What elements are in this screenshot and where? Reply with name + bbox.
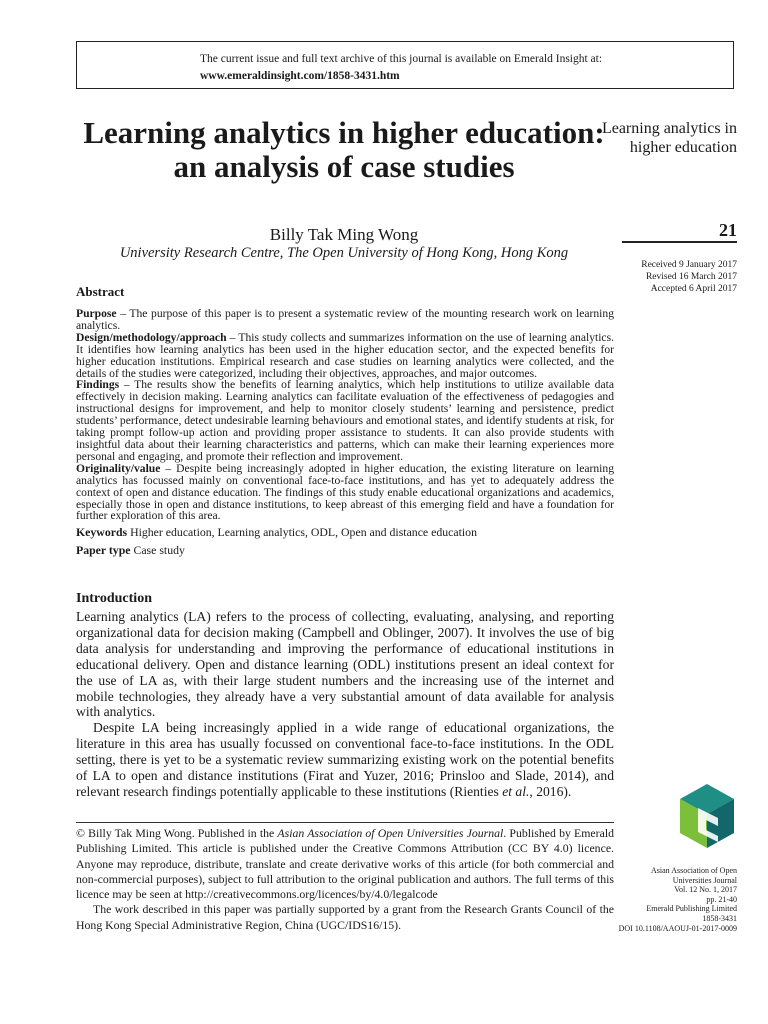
notice-text: The current issue and full text archive of this journal is available on Emerald Insight at:	[200, 53, 603, 65]
abstract-keywords	[76, 527, 614, 539]
intro-p2-text: Despite LA being increasingly applied in a wide range of educational organizations, the literature in this area has usually focussed on conventional face-to-face institutions. In the ODL setting, there is yet to be a systematic review summarizing existing work on the potential benefits of LA to open and distance institutions (Firat and Yuzer, 2016; Prinsloo and Slade, 2014), and relevant research findings potentially applicable to these institutions (Rienties	[76, 720, 614, 799]
license-journal: Asian Association of Open Universities Journal	[277, 826, 504, 840]
license-note	[76, 826, 614, 902]
margin-rule	[622, 241, 737, 243]
footnotes	[76, 826, 614, 933]
journal-volume: Vol. 12 No. 1, 2017	[674, 885, 737, 895]
article-title: Learning analytics in higher education: an analysis of case studies	[83, 115, 605, 184]
paper-type-text: Case study	[130, 543, 185, 558]
keywords-text: Higher education, Learning analytics, ODL, Open and distance education	[127, 525, 477, 540]
journal-issn: 1858-3431	[702, 913, 737, 923]
abstract-heading: Abstract	[76, 284, 125, 299]
purpose-text: – The purpose of this paper is to present a systematic review of the mounting research work on learning analytics.	[76, 307, 614, 332]
intro-paragraph-1: Learning analytics (LA) refers to the process of collecting, evaluating, analysing, and reporting organizational data for decision making (Campbell and Oblinger, 2007). It involves the use of big data analysis for understanding and improving the performance of educational institutions in educational delivery. Open and distance learning (ODL) institutions present an ideal context for the use of LA as, with their large student numbers and the increasing use of the internet and mobile technologies, they already have a very substantial amount of data available for analysis with analytics.	[76, 609, 614, 720]
license-text-b: . Published by Emerald Publishing Limited. This article is published under the Creative Commons Attribution (CC BY 4.0) licence. Anyone may reproduce, distribute, translate and create derivative works of this article (for both commercial and non-commercial purposes), subject to full attribution to the original publication and authors. The full terms of this licence may be seen at http://creativecommons.org/licences/by/4.0/legalcode	[76, 826, 614, 902]
originality-label: Originality/value	[76, 461, 161, 475]
author-affiliation: University Research Centre, The Open University of Hong Kong, Hong Kong	[119, 245, 569, 261]
introduction-section	[76, 590, 614, 800]
purpose-label: Purpose	[76, 307, 117, 320]
findings-label: Findings	[76, 378, 120, 392]
date-accepted: Accepted 6 April 2017	[650, 284, 737, 294]
notice-url[interactable]: www.emeraldinsight.com/1858-3431.htm	[200, 70, 400, 82]
originality-text: – Despite being increasingly adopted in higher education, the existing literature on learning analytics has focussed mainly on conventional face-to-face institutions, and has yet to adequately address the context of open and distance education. The findings of this study enable educational organizations and academics, especially those in open and distance institutions, to keep abreast of this emerging field and have a foundation for further exploration of this area.	[76, 461, 614, 523]
design-label: Design/methodology/approach	[76, 330, 227, 344]
journal-name-line2: Universities Journal	[672, 875, 737, 885]
running-head: Learning analytics in higher education	[601, 120, 737, 156]
page-number: 21	[719, 220, 737, 240]
author-name: Billy Tak Ming Wong	[269, 225, 419, 244]
journal-access-notice	[76, 41, 734, 89]
journal-publisher: Emerald Publishing Limited	[646, 904, 737, 914]
license-text-a: © Billy Tak Ming Wong. Published in the	[76, 826, 278, 840]
design-text: – This study collects and summarizes information on the use of learning analytics. It identifies how learning analytics has been used in the higher education sector, and the expected benefits for higher education institutions. Empirical research and case studies on learning analytics were collected, and the details of the studies were categorized, including their objectives, approaches, and major outcomes.	[76, 330, 614, 380]
abstract-findings	[76, 379, 614, 462]
footnote-rule	[76, 822, 614, 823]
funding-note: The work described in this paper was partially supported by a grant from the Research Grants Council of the Hong Kong Special Administrative Region, China (UGC/IDS16/15).	[76, 902, 614, 932]
intro-paragraph-2	[76, 720, 614, 800]
date-revised: Revised 16 March 2017	[645, 272, 737, 282]
intro-p2-etal: et al.	[502, 783, 530, 799]
date-received: Received 9 January 2017	[641, 260, 737, 270]
journal-pages: pp. 21-40	[706, 894, 737, 904]
journal-info	[587, 866, 737, 933]
abstract-originality	[76, 463, 614, 523]
journal-doi: DOI 10.1108/AAOUJ-01-2017-0009	[618, 923, 737, 933]
paper-type-label: Paper type	[76, 543, 131, 558]
findings-text: – The results show the benefits of learning analytics, which help institutions to utilize available data effectively in decision making. Learning analytics can facilitate evaluation of the effectiveness of pedagogies and instructional designs for improvement, and help to monitor closely students’ learning and persistence, predict students’ performance, detect undesirable learning behaviours and emotional states, and identify students at risk, for taking prompt follow-up action and providing proper assistance to students. It can also provide students with insightful data about their learning characteristics and patterns, which can make their learning experiences more personal and engaging, and promote their reflection and improvement.	[76, 378, 614, 463]
abstract-section	[76, 284, 614, 557]
aaou-logo-icon	[676, 782, 738, 850]
abstract-paper-type	[76, 545, 614, 557]
keywords-label: Keywords	[76, 525, 128, 540]
introduction-heading: Introduction	[76, 591, 152, 606]
journal-name-line1: Asian Association of Open	[651, 866, 737, 875]
intro-p2-end: , 2016).	[529, 783, 572, 799]
abstract-purpose	[76, 308, 614, 332]
abstract-design	[76, 332, 614, 380]
